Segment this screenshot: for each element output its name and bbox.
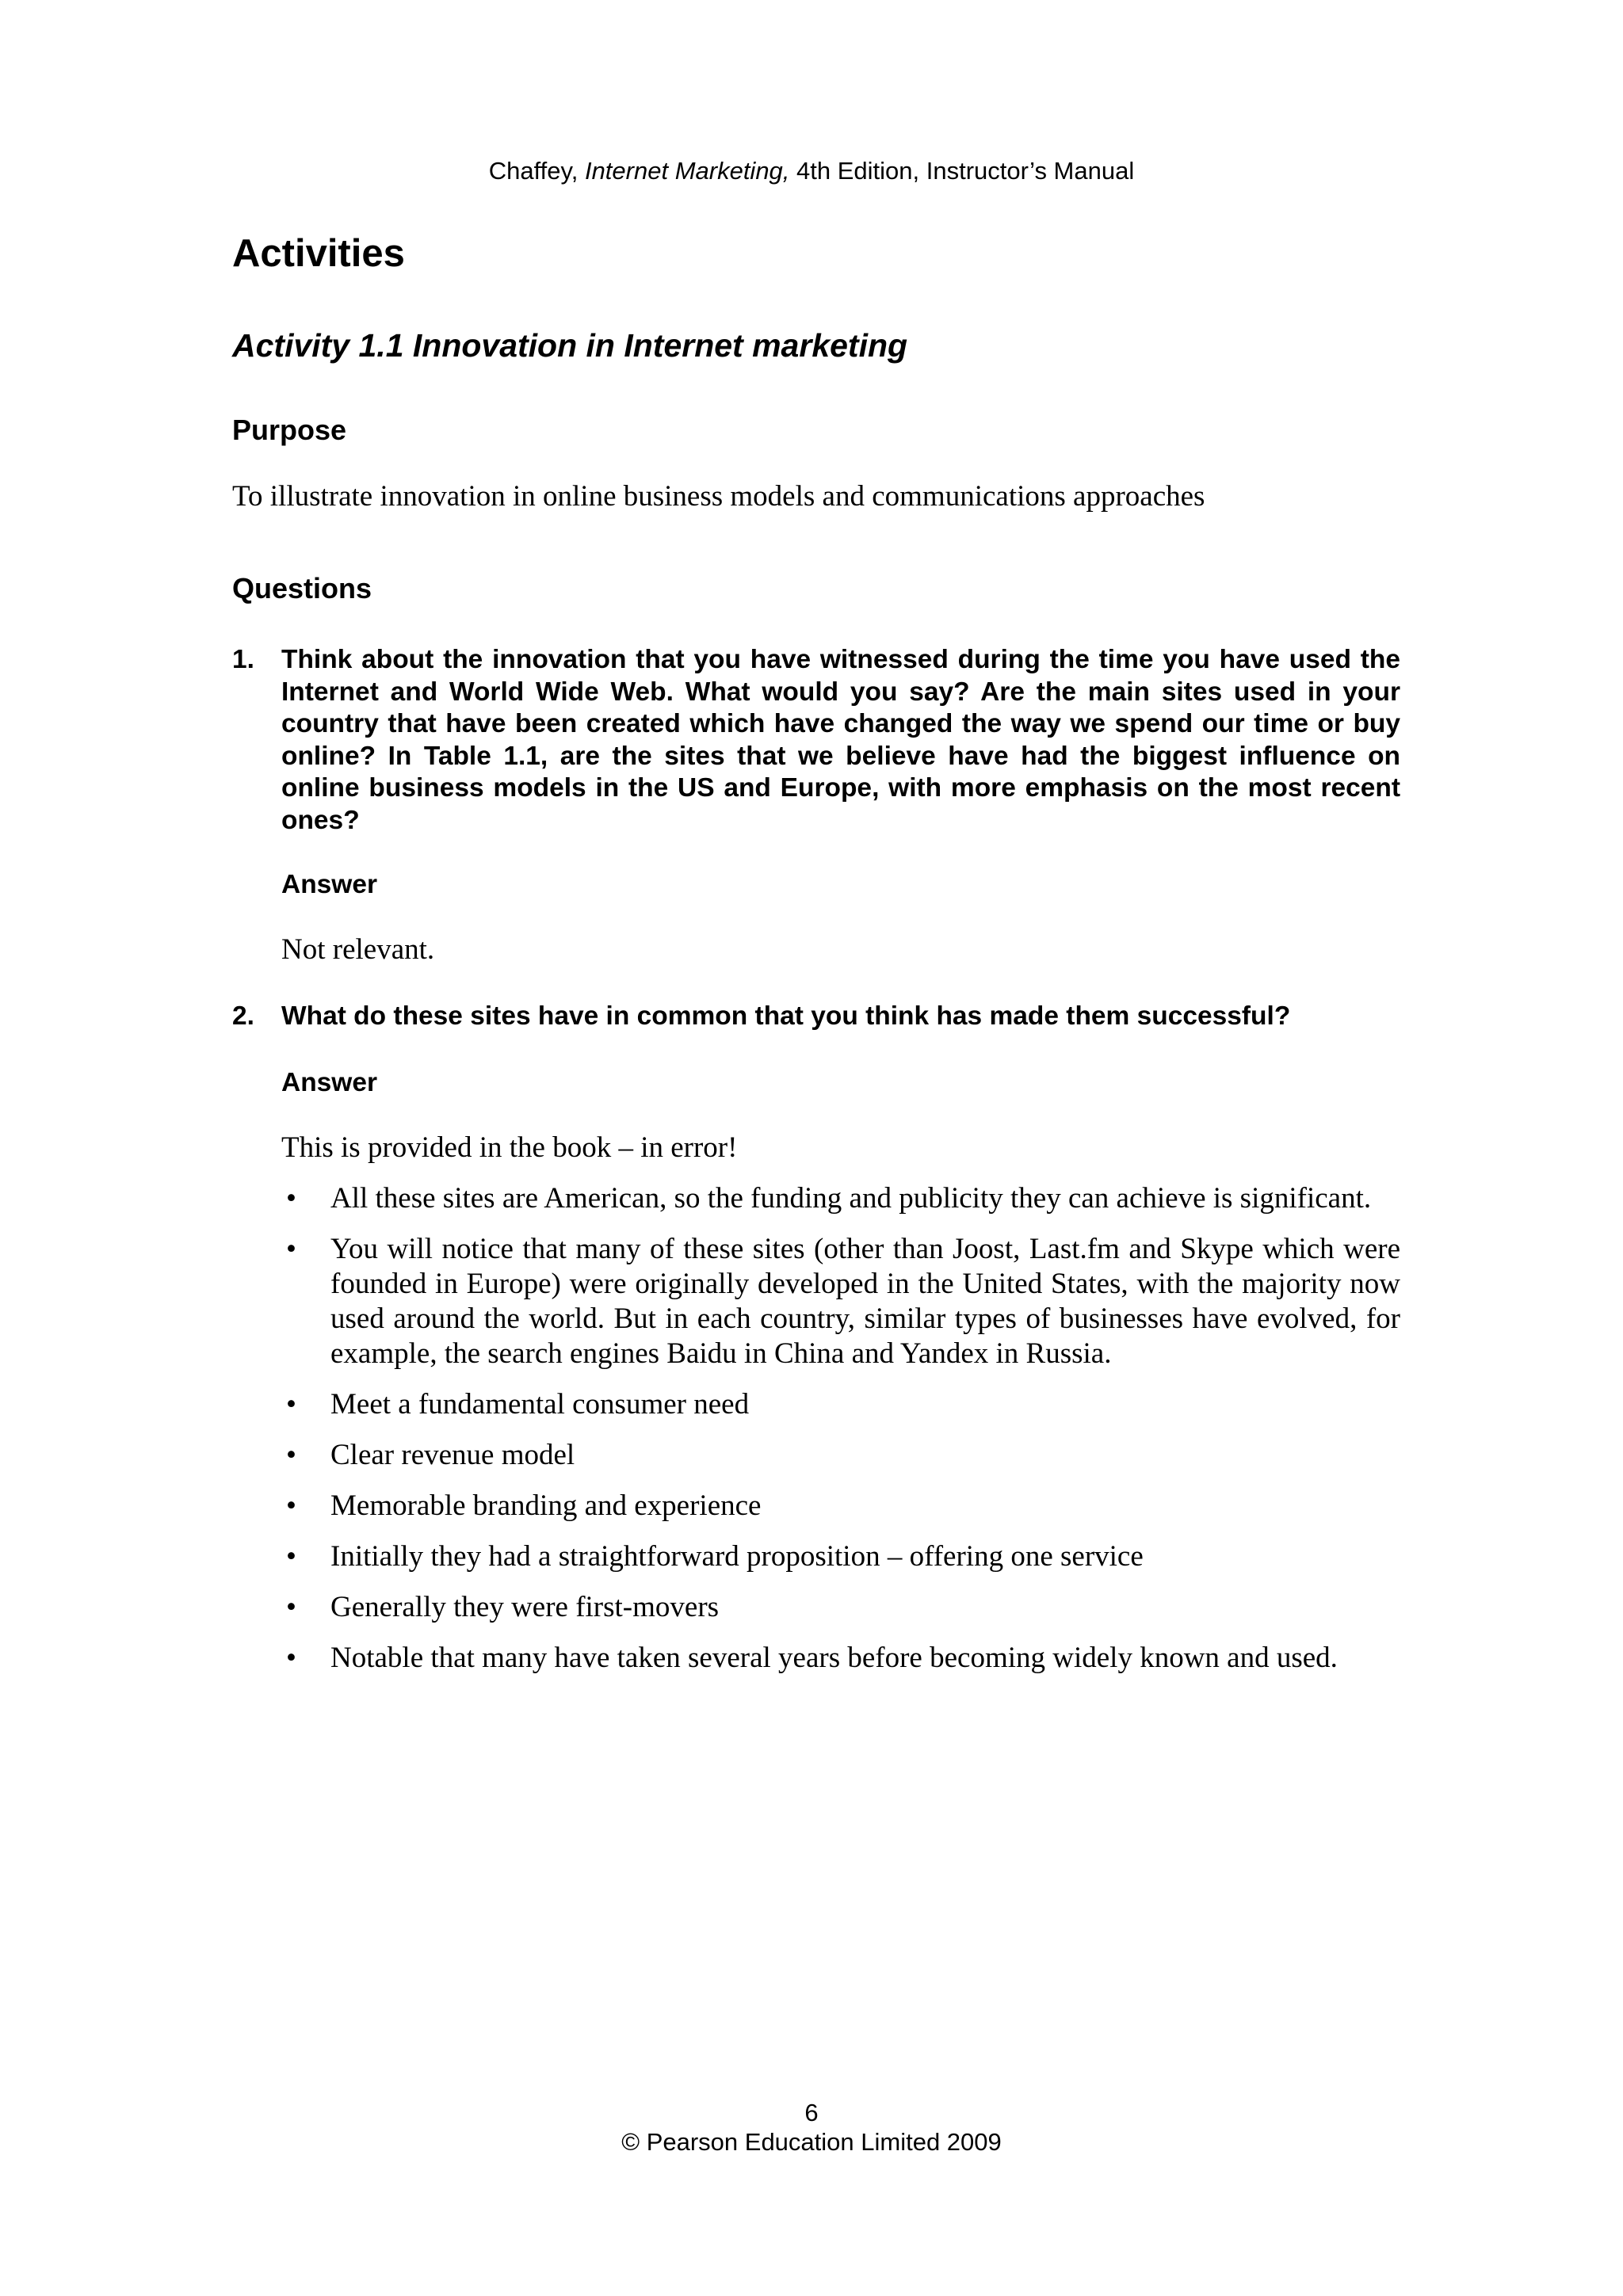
copyright-notice: © Pearson Education Limited 2009 — [621, 2128, 1002, 2156]
bullet-icon: • — [286, 1489, 296, 1522]
question-2 — [232, 1001, 1400, 1033]
question-1 — [232, 644, 1400, 837]
answer-bullet-list — [281, 1181, 1400, 1691]
list-item: • You will notice that many of these sites (other than Joost, Last.fm and Skype which were founded in Europe) were originally developed in the United States, with the majority now used around the world. But in each country, similar types of businesses have evolved, for example, the search engines Baidu in China and Yandex in Russia. — [286, 1233, 1400, 1370]
list-item: • Initially they had a straightforward proposition – offering one service — [286, 1540, 1144, 1573]
header-book-title: Internet Marketing, — [584, 157, 790, 185]
list-item: • Notable that many have taken several years before becoming widely known and used. — [286, 1642, 1338, 1674]
bullet-icon: • — [286, 1439, 296, 1471]
list-item: • Clear revenue model — [286, 1439, 575, 1471]
bullet-icon: • — [286, 1388, 296, 1421]
purpose-heading: Purpose — [232, 414, 347, 446]
question-1-text: Think about the innovation that you have witnessed during the time you have used the Internet and World Wide Web. What would you say? Are the main sites used in your country that have been created which have changed the way we spend our time or buy online? In Table 1.1, are the sites that we believe have had the biggest influence on online business models in the US and Europe, with more emphasis on the most recent ones? — [281, 645, 1400, 835]
bullet-icon: • — [286, 1642, 296, 1674]
page-number: 6 — [804, 2099, 819, 2126]
header-author: Chaffey, — [488, 157, 585, 185]
question-2-text: What do these sites have in common that you think has made them successful? — [281, 1001, 1291, 1031]
question-1-answer-label: Answer — [281, 870, 378, 899]
question-2-answer-text: This is provided in the book – in error! — [281, 1131, 738, 1164]
section-title: Activities — [232, 232, 405, 275]
bullet-icon: • — [286, 1540, 296, 1573]
question-2-number: 2. — [232, 1001, 254, 1031]
running-header — [0, 155, 1623, 187]
question-2-answer-label: Answer — [281, 1068, 378, 1097]
header-edition: 4th Edition, Instructor’s Manual — [789, 157, 1135, 185]
bullet-icon: • — [286, 1233, 296, 1265]
questions-heading: Questions — [232, 572, 372, 605]
list-item: • Generally they were first-movers — [286, 1591, 720, 1623]
purpose-text: To illustrate innovation in online business models and communications approaches — [232, 480, 1205, 513]
list-item: • All these sites are American, so the funding and publicity they can achieve is significant. — [286, 1182, 1372, 1215]
activity-title: Activity 1.1 Innovation in Internet marketing — [232, 327, 908, 364]
list-item: • Meet a fundamental consumer need — [286, 1388, 750, 1421]
bullet-icon: • — [286, 1591, 296, 1623]
bullet-icon: • — [286, 1182, 296, 1215]
question-1-number: 1. — [232, 645, 254, 674]
question-1-answer-text: Not relevant. — [281, 933, 435, 966]
list-item: • Memorable branding and experience — [286, 1489, 762, 1522]
